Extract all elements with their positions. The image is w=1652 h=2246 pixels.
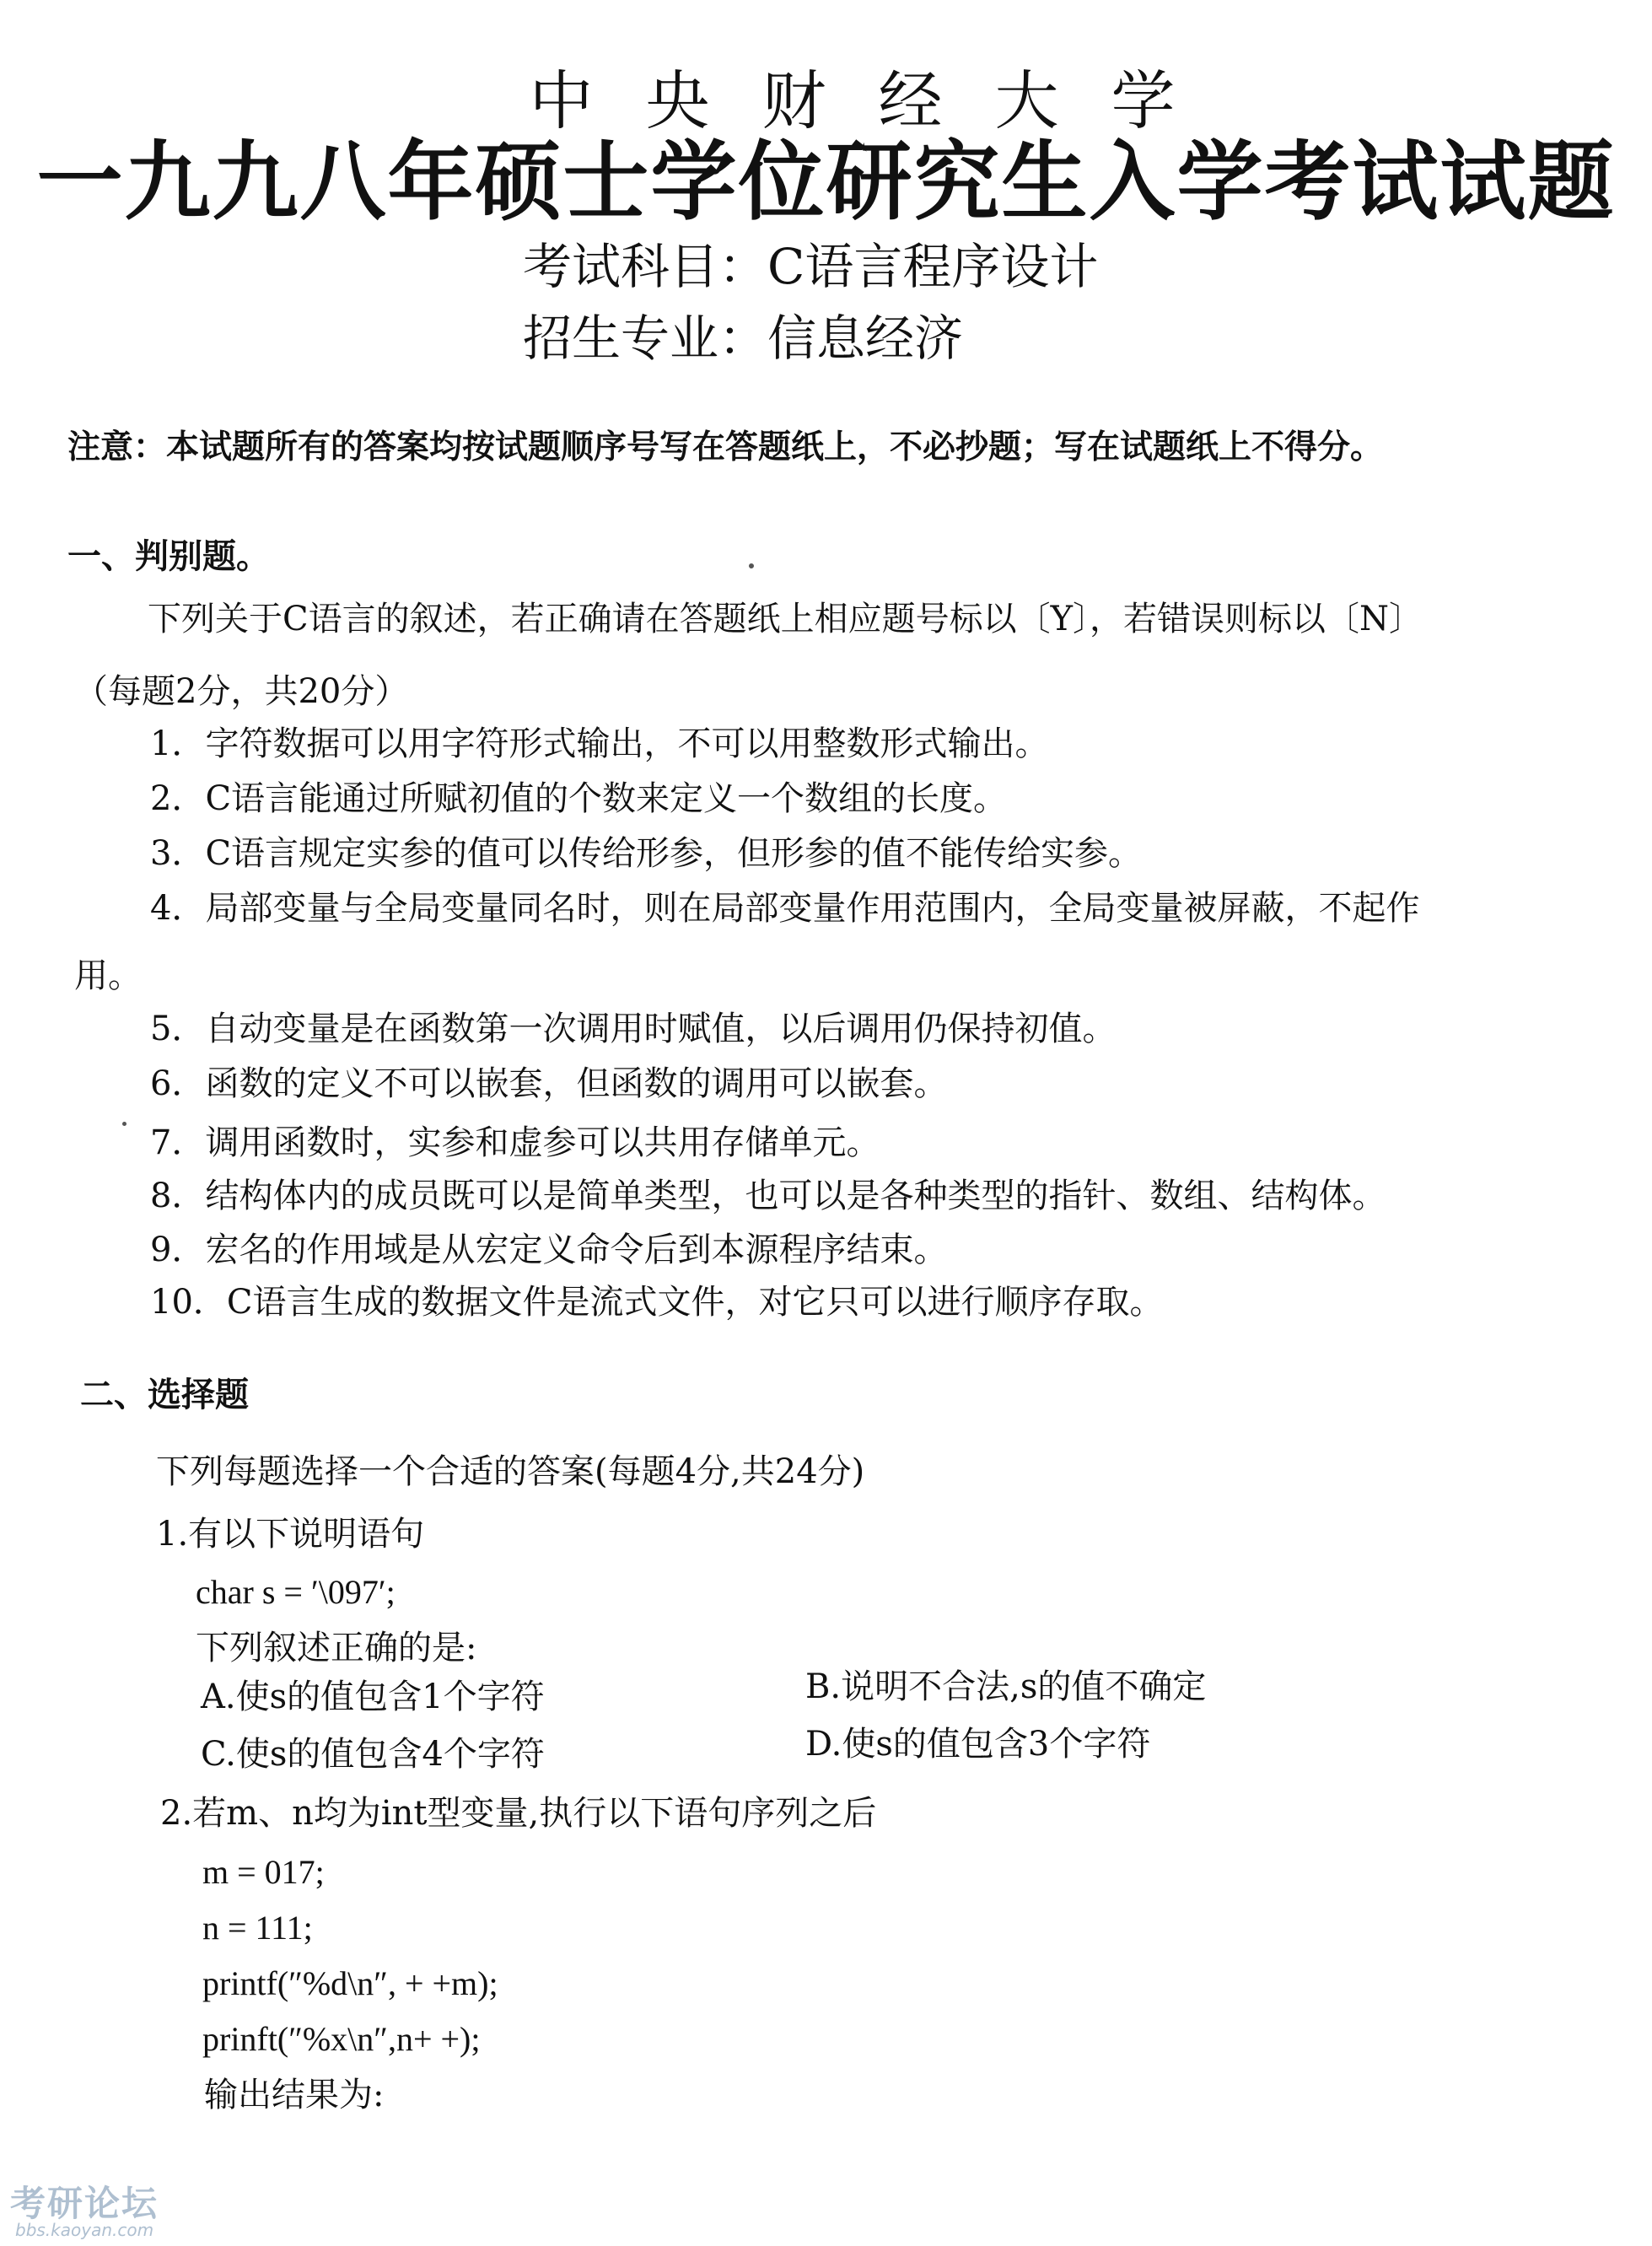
judge-item-6: 6．函数的定义不可以嵌套，但函数的调用可以嵌套。 xyxy=(150,1064,948,1103)
scan-speck xyxy=(122,1122,126,1126)
choice-q2-code-line: m = 017; xyxy=(202,1853,325,1891)
judge-item-1: 1．字符数据可以用字符形式输出，不可以用整数形式输出。 xyxy=(150,724,1049,763)
choice-q1-option-a: A.使s的值包含1个字符 xyxy=(201,1678,545,1716)
choice-q1-code: char s = ′\097′; xyxy=(196,1573,396,1611)
choice-q2-code-line: prinft(″%x\n″,n+ +); xyxy=(202,2020,481,2058)
choice-q1-prompt: 下列叙述正确的是: xyxy=(196,1629,477,1667)
section1-score: （每题2分，共20分） xyxy=(74,672,409,711)
choice-q1-option-c: C.使s的值包含4个字符 xyxy=(201,1735,545,1774)
judge-item-9: 9．宏名的作用域是从宏定义命令后到本源程序结束。 xyxy=(150,1231,948,1269)
university-name: 中央财经大学 xyxy=(529,63,1228,138)
judge-item-8: 8．结构体内的成员既可以是简单类型，也可以是各种类型的指针、数组、结构体。 xyxy=(150,1177,1386,1215)
scan-speck xyxy=(749,563,754,568)
watermark-title: 考研论坛 xyxy=(10,2183,159,2224)
choice-q1-stem: 1.有以下说明语句 xyxy=(156,1515,425,1554)
judge-item-3: 3．C语言规定实参的值可以传给形参，但形参的值不能传给实参。 xyxy=(150,834,1143,873)
judge-item-4: 4．局部变量与全局变量同名时，则在局部变量作用范围内，全局变量被屏蔽，不起作 xyxy=(150,889,1420,928)
choice-q1-option-b: B.说明不合法,s的值不确定 xyxy=(805,1667,1207,1706)
watermark-url: bbs.kaoyan.com xyxy=(15,2220,154,2240)
exam-subject: 考试科目：C语言程序设计 xyxy=(523,238,1099,295)
choice-q2-code-line: n = 111; xyxy=(202,1909,313,1947)
choice-q2-prompt: 输出结果为: xyxy=(204,2076,385,2114)
forum-watermark xyxy=(0,2176,194,2246)
section1-intro: 下列关于C语言的叙述，若正确请在答题纸上相应题号标以〔Y〕，若错误则标以〔N〕 xyxy=(148,600,1423,638)
exam-notice: 注意：本试题所有的答案均按试题顺序号写在答题纸上，不必抄题；写在试题纸上不得分。 xyxy=(67,428,1384,466)
section2-heading: 二、选择题 xyxy=(80,1376,249,1414)
section2-intro: 下列每题选择一个合适的答案(每题4分,共24分) xyxy=(156,1452,865,1491)
judge-item-5: 5．自动变量是在函数第一次调用时赋值，以后调用仍保持初值。 xyxy=(150,1010,1117,1048)
judge-item-7: 7．调用函数时，实参和虚参可以共用存储单元。 xyxy=(150,1123,880,1162)
exam-major: 招生专业：信息经济 xyxy=(523,310,964,367)
choice-q1-option-d: D.使s的值包含3个字符 xyxy=(805,1725,1151,1764)
exam-title: 一九九八年硕士学位研究生入学考试试题 xyxy=(36,132,1616,233)
choice-q2-stem: 2.若m、n均为int型变量,执行以下语句序列之后 xyxy=(160,1794,877,1833)
judge-item-4-cont: 用。 xyxy=(74,956,142,995)
judge-item-10: 10．C语言生成的数据文件是流式文件，对它只可以进行顺序存取。 xyxy=(150,1283,1164,1322)
judge-item-2: 2．C语言能通过所赋初值的个数来定义一个数组的长度。 xyxy=(150,779,1008,818)
choice-q2-code-line: printf(″%d\n″, + +m); xyxy=(202,1964,498,2002)
section1-heading: 一、判别题。 xyxy=(67,537,270,576)
